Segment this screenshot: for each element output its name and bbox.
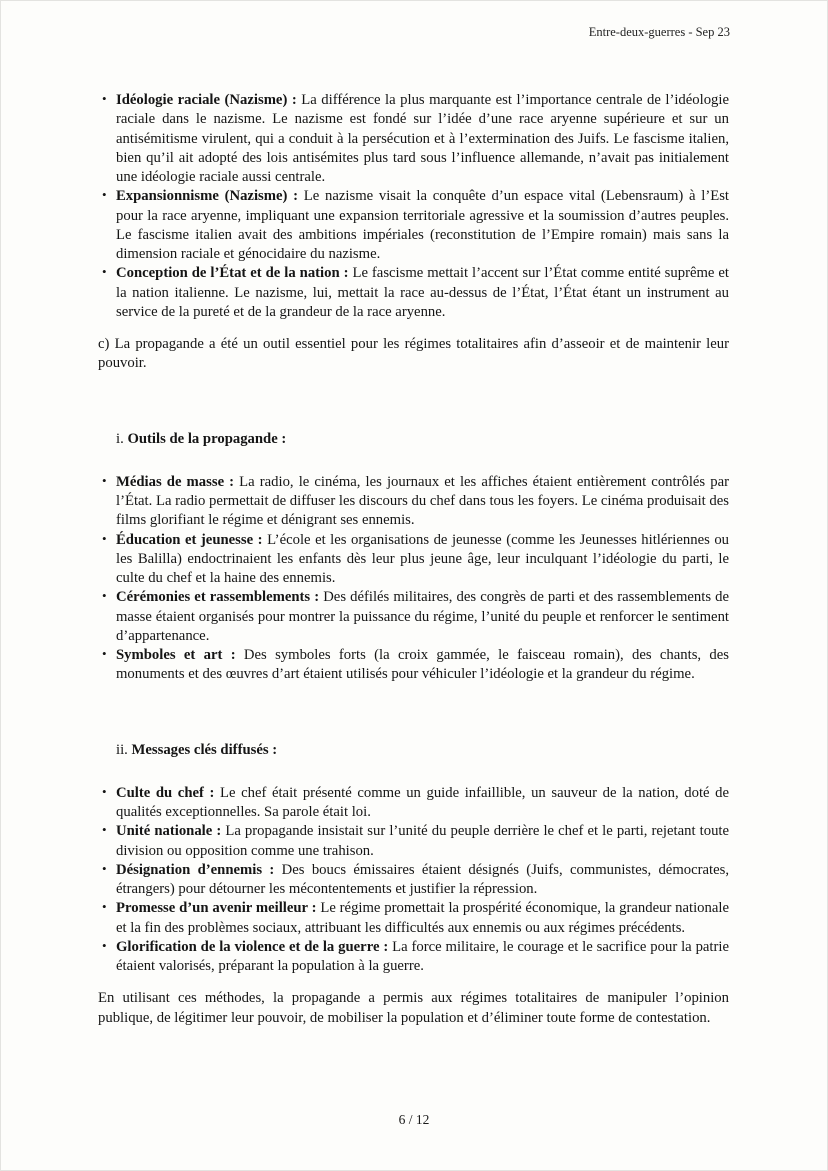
item-label: Médias de masse : — [116, 473, 235, 490]
item-label: Glorification de la violence et de la guerre : — [116, 938, 389, 955]
page-header — [589, 25, 730, 40]
item-text: La radio, le cinéma, les journaux et les affiches étaient entièrement contrôlés par l’État. La radio permettait de diffuser les discours du chef dans tous les foyers. Le cinéma produisait des films glorifiant le régime et dénigrant ses ennemis. — [116, 473, 729, 529]
item-label: Cérémonies et rassemblements : — [116, 589, 320, 606]
item-label: Symboles et art : — [116, 647, 236, 663]
list-item — [101, 531, 729, 589]
section-numeral: ii. — [116, 741, 128, 758]
item-text: La différence la plus marquante est l’importance centrale de l’idéologie raciale dans le nazisme. Le nazisme est fondé sur l’idée d’une race aryenne supérieure et sur un antisémitisme virulent, qui a conduit à la persécution et à l’extermination des Juifs. Le fascisme italien, bien qu’il ait adopté des lois antisémites plus tard sous l’influence allemande, n’avait pas initialement une idéologie raciale aussi centrale. — [116, 92, 729, 185]
paragraph-c: c) La propagande a été un outil essentiel pour les régimes totalitaires afin d’asseoir et de maintenir leur pouvoir. — [98, 336, 729, 372]
key-messages-list — [98, 784, 729, 977]
section-heading-i — [116, 430, 729, 449]
item-label: Promesse d’un avenir meilleur : — [116, 900, 317, 917]
list-item — [101, 938, 729, 977]
propaganda-tools-list — [98, 473, 729, 685]
list-item — [101, 646, 729, 685]
page-footer — [1, 1112, 827, 1128]
header-title: Entre-deux-guerres - Sep 23 — [588, 25, 730, 39]
section-title: Outils de la propagande : — [127, 430, 287, 447]
item-text: L’école et les organisations de jeunesse (comme les Jeunesses hitlériennes ou les Balilla) endoctrinaient les enfants dès leur plus jeune âge, leur inculquant l’idéologie du parti, le culte du chef et la haine des ennemis. — [116, 531, 730, 586]
list-item — [101, 861, 729, 900]
item-label: Désignation d’ennemis : — [116, 861, 275, 878]
item-label: Expansionnisme (Nazisme) : — [116, 188, 299, 205]
item-text: Des défilés militaires, des congrès de parti et des rassemblements de masse étaient organisés pour montrer la puissance du régime, l’unité du peuple et renforcer le sentiment d’appartenance. — [116, 589, 729, 644]
ideology-comparison-list — [98, 91, 729, 322]
list-item — [101, 784, 729, 823]
item-text: Des boucs émissaires étaient désignés (Juifs, communistes, démocrates, étrangers) pour détourner les mécontentements et justifier la répression. — [116, 861, 730, 897]
item-text: Des symboles forts (la croix gammée, le faisceau romain), des chants, des monuments et des œuvres d’art étaient utilisés pour véhiculer l’idéologie et la grandeur du régime. — [116, 647, 729, 683]
list-item — [101, 264, 729, 322]
list-item — [101, 473, 729, 531]
list-item — [101, 187, 729, 264]
page-number: 6 / 12 — [398, 1112, 430, 1127]
item-text: Le chef était présenté comme un guide infaillible, un sauveur de la nation, doté de qualités exceptionnelles. Sa parole était loi. — [116, 784, 730, 820]
section-heading-ii — [116, 741, 729, 760]
item-label: Culte du chef : — [116, 784, 215, 801]
section-title: Messages clés diffusés : — [131, 741, 278, 758]
item-label: Idéologie raciale (Nazisme) : — [116, 92, 297, 108]
closing-paragraph: En utilisant ces méthodes, la propagande a permis aux régimes totalitaires de manipuler l’opinion publique, de légitimer leur pouvoir, de mobiliser la population et d’éliminer toute forme de contestation. — [98, 990, 729, 1026]
item-text: La propagande insistait sur l’unité du peuple derrière le chef et le parti, rejetant toute division ou opposition comme une trahison. — [116, 823, 730, 859]
item-text: Le fascisme mettait l’accent sur l’État comme entité suprême et la nation italienne. Le nazisme, lui, mettait la race au-dessus de l’État, l’État étant un instrument au service de la pureté et de la grandeur de la race aryenne. — [116, 265, 729, 320]
list-item — [101, 899, 729, 938]
item-text: Le régime promettait la prospérité économique, la grandeur nationale et la fin des problèmes sociaux, attribuant les difficultés aux ennemis ou aux régimes précédents. — [116, 900, 729, 936]
item-label: Unité nationale : — [116, 823, 222, 840]
item-text: Le nazisme visait la conquête d’un espace vital (Lebensraum) à l’Est pour la race aryenne, impliquant une expansion territoriale agressive et la soumission d’autres peuples. Le fascisme italien avait des ambitions impériales (reconstitution de l’Empire romain) mais sans la dimension raciale et génocidaire du nazisme. — [116, 188, 730, 262]
document-content — [98, 91, 729, 1028]
item-label: Éducation et jeunesse : — [116, 531, 263, 548]
list-item — [101, 588, 729, 646]
list-item — [101, 91, 729, 187]
section-numeral: i. — [116, 430, 124, 447]
list-item — [101, 822, 729, 861]
item-label: Conception de l’État et de la nation : — [116, 265, 349, 282]
item-text: La force militaire, le courage et le sacrifice pour la patrie étaient valorisés, préparant la population à la guerre. — [116, 938, 730, 974]
